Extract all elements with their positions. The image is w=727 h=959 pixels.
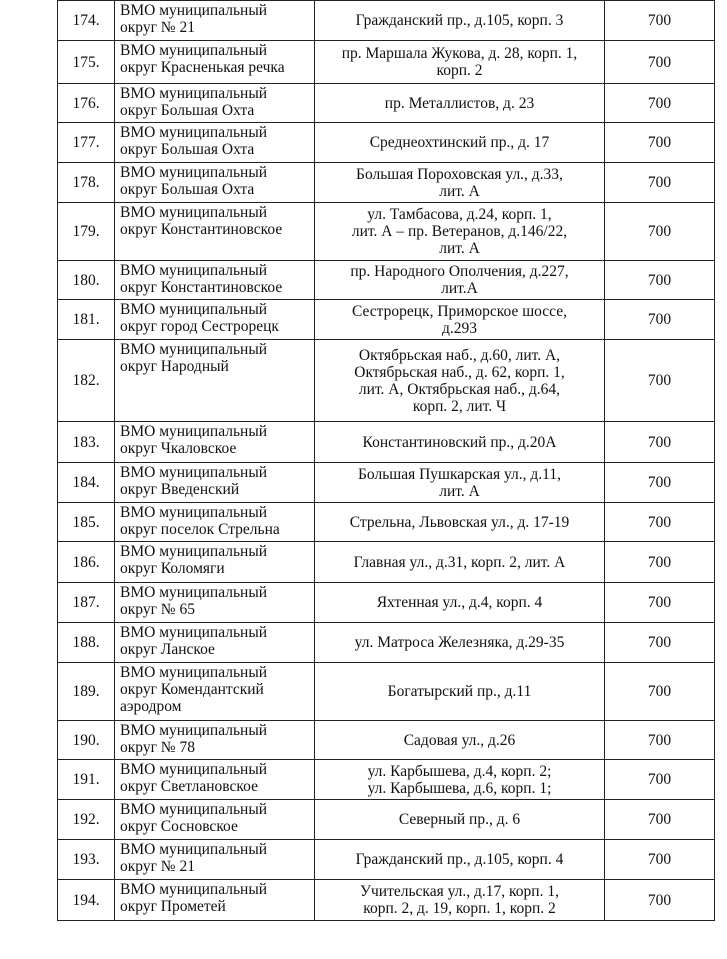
municipality-cell [115, 840, 315, 880]
address-line: пр. Металлистов, д. 23 [384, 94, 535, 112]
capacity-cell: 700 [605, 542, 715, 583]
municipality-cell [115, 340, 315, 422]
address-cell [315, 542, 605, 583]
table-row [58, 84, 715, 123]
municipality-line: округ № 21 [120, 19, 195, 36]
address-cell [315, 880, 605, 921]
municipality-line: округ Прометей [120, 898, 226, 915]
capacity-cell: 700 [605, 203, 715, 261]
municipality-cell [115, 300, 315, 340]
municipality-cell [115, 84, 315, 123]
municipality-line: ВМО муниципальный [120, 504, 268, 521]
capacity-cell: 700 [605, 84, 715, 123]
table-row [58, 300, 715, 340]
row-number: 188. [58, 623, 115, 663]
address-cell [315, 84, 605, 123]
capacity-cell: 700 [605, 261, 715, 300]
municipality-line: округ город Сестрорецк [120, 318, 279, 335]
address-cell [315, 463, 605, 503]
municipality-line: округ Ланское [120, 641, 215, 658]
capacity-cell: 700 [605, 340, 715, 422]
table-body [58, 1, 715, 921]
table-row [58, 422, 715, 463]
address-line: корп. 2, д. 19, корп. 1, корп. 2 [363, 900, 556, 917]
address-line: Сестрорецк, Приморское шоссе, [352, 302, 567, 320]
capacity-cell: 700 [605, 840, 715, 880]
municipality-cell [115, 663, 315, 721]
address-line: лит. А [439, 182, 480, 200]
capacity-cell: 700 [605, 163, 715, 203]
municipality-line: аэродром [120, 698, 182, 715]
municipality-line: округ Константиновское [120, 221, 283, 238]
municipality-cell [115, 583, 315, 623]
municipality-line: ВМО муниципальный [120, 124, 268, 141]
municipality-line: ВМО муниципальный [120, 164, 268, 181]
row-number: 178. [58, 163, 115, 203]
address-line: Константиновский пр., д.20А [362, 433, 557, 451]
address-line: Октябрьская наб., д. 62, корп. 1, [354, 363, 565, 381]
table-row [58, 663, 715, 721]
address-cell [315, 663, 605, 721]
municipality-line: ВМО муниципальный [120, 543, 268, 560]
municipality-line: округ Константиновское [120, 279, 283, 296]
municipality-line: округ № 78 [120, 739, 195, 756]
address-line: корп. 2 [436, 62, 483, 79]
row-number: 174. [58, 1, 115, 41]
table-row [58, 203, 715, 261]
table-row [58, 123, 715, 163]
municipality-line: ВМО муниципальный [120, 722, 268, 739]
address-line: ул. Карбышева, д.6, корп. 1; [367, 779, 552, 797]
table-row [58, 721, 715, 760]
address-line: лит.А [441, 280, 478, 297]
capacity-cell: 700 [605, 760, 715, 800]
row-number: 184. [58, 463, 115, 503]
capacity-cell: 700 [605, 41, 715, 84]
table-row [58, 800, 715, 840]
address-cell [315, 261, 605, 300]
capacity-cell: 700 [605, 123, 715, 163]
municipality-line: ВМО муниципальный [120, 664, 268, 681]
address-line: д.293 [441, 319, 477, 337]
table-row [58, 1, 715, 41]
municipality-line: ВМО муниципальный [120, 204, 268, 221]
address-line: Стрельна, Львовская ул., д. 17-19 [349, 513, 570, 531]
municipality-cell [115, 880, 315, 921]
municipality-line: округ Светлановское [120, 778, 258, 795]
address-line: Северный пр., д. 6 [398, 811, 521, 828]
address-cell [315, 840, 605, 880]
address-line: Главная ул., д.31, корп. 2, лит. А [353, 553, 566, 571]
municipality-line: округ Большая Охта [120, 141, 255, 158]
table-row [58, 340, 715, 422]
municipality-line: округ Введенский [120, 481, 240, 498]
row-number: 186. [58, 542, 115, 583]
capacity-cell: 700 [605, 463, 715, 503]
address-line: ул. Тамбасова, д.24, корп. 1, [367, 206, 552, 223]
address-line: Яхтенная ул., д.4, корп. 4 [376, 594, 543, 611]
address-line: ул. Матроса Железняка, д.29-35 [354, 634, 565, 651]
capacity-cell: 700 [605, 880, 715, 921]
table-row [58, 760, 715, 800]
row-number: 182. [58, 340, 115, 422]
municipality-line: ВМО муниципальный [120, 841, 268, 858]
municipality-cell [115, 800, 315, 840]
municipality-line: округ Народный [120, 358, 229, 375]
address-cell [315, 503, 605, 542]
capacity-cell: 700 [605, 583, 715, 623]
municipality-cell [115, 422, 315, 463]
municipality-line: ВМО муниципальный [120, 2, 268, 19]
municipality-cell [115, 203, 315, 261]
table-row [58, 41, 715, 84]
address-cell [315, 203, 605, 261]
address-line: Гражданский пр., д.105, корп. 3 [355, 12, 564, 29]
municipality-cell [115, 41, 315, 84]
municipality-line: округ поселок Стрельна [120, 521, 280, 538]
capacity-cell: 700 [605, 1, 715, 41]
table-row [58, 623, 715, 663]
capacity-cell: 700 [605, 623, 715, 663]
capacity-cell: 700 [605, 800, 715, 840]
address-line: лит. А, Октябрьская наб., д.64, [358, 380, 561, 398]
municipality-line: ВМО муниципальный [120, 761, 268, 778]
row-number: 193. [58, 840, 115, 880]
row-number: 190. [58, 721, 115, 760]
row-number: 179. [58, 203, 115, 261]
capacity-cell: 700 [605, 721, 715, 760]
capacity-cell: 700 [605, 422, 715, 463]
address-line: Большая Пороховская ул., д.33, [356, 165, 563, 183]
row-number: 187. [58, 583, 115, 623]
address-cell [315, 583, 605, 623]
row-number: 176. [58, 84, 115, 123]
table-row [58, 880, 715, 921]
address-line: ул. Карбышева, д.4, корп. 2; [367, 762, 552, 780]
row-number: 175. [58, 41, 115, 84]
row-number: 181. [58, 300, 115, 340]
municipality-line: округ № 21 [120, 858, 195, 875]
municipality-line: округ № 65 [120, 601, 195, 618]
address-line: Октябрьская наб., д.60, лит. А, [358, 346, 561, 364]
municipality-cell [115, 721, 315, 760]
address-cell [315, 800, 605, 840]
address-cell [315, 41, 605, 84]
address-line: лит. А [439, 482, 480, 500]
municipality-line: ВМО муниципальный [120, 262, 268, 279]
municipality-cell [115, 503, 315, 542]
table-row [58, 583, 715, 623]
table-row [58, 163, 715, 203]
municipality-cell [115, 261, 315, 300]
address-line: пр. Народного Ополчения, д.227, [350, 263, 569, 280]
municipality-line: ВМО муниципальный [120, 423, 268, 440]
row-number: 180. [58, 261, 115, 300]
municipality-cell [115, 1, 315, 41]
municipality-cell [115, 163, 315, 203]
address-cell [315, 123, 605, 163]
municipality-line: ВМО муниципальный [120, 584, 268, 601]
address-cell [315, 300, 605, 340]
row-number: 185. [58, 503, 115, 542]
municipality-line: ВМО муниципальный [120, 801, 268, 818]
table-row [58, 503, 715, 542]
address-line: корп. 2, лит. Ч [412, 397, 507, 415]
municipality-line: округ Комендантский [120, 681, 264, 698]
municipality-line: округ Большая Охта [120, 181, 255, 198]
address-cell [315, 760, 605, 800]
capacity-cell: 700 [605, 503, 715, 542]
row-number: 192. [58, 800, 115, 840]
municipality-line: ВМО муниципальный [120, 624, 268, 641]
address-line: Богатырский пр., д.11 [387, 683, 532, 700]
address-cell [315, 340, 605, 422]
address-line: Учительская ул., д.17, корп. 1, [360, 883, 559, 900]
capacity-cell: 700 [605, 663, 715, 721]
municipality-cell [115, 463, 315, 503]
address-cell [315, 721, 605, 760]
municipality-cell [115, 123, 315, 163]
row-number: 177. [58, 123, 115, 163]
row-number: 183. [58, 422, 115, 463]
address-line: пр. Маршала Жукова, д. 28, корп. 1, [341, 45, 578, 62]
table-row [58, 542, 715, 583]
municipality-line: округ Коломяги [120, 560, 225, 577]
address-line: Садовая ул., д.26 [403, 731, 516, 749]
municipality-line: ВМО муниципальный [120, 464, 268, 481]
polling-stations-table [57, 0, 715, 921]
address-cell [315, 1, 605, 41]
row-number: 189. [58, 663, 115, 721]
table-row [58, 261, 715, 300]
municipality-line: ВМО муниципальный [120, 881, 268, 898]
address-cell [315, 422, 605, 463]
municipality-line: ВМО муниципальный [120, 301, 268, 318]
address-line: лит. А – пр. Ветеранов, д.146/22, [351, 223, 568, 240]
address-line: Большая Пушкарская ул., д.11, [358, 465, 561, 483]
table-row [58, 463, 715, 503]
address-line: лит. А [439, 240, 480, 257]
address-cell [315, 163, 605, 203]
address-line: Среднеохтинский пр., д. 17 [369, 134, 550, 151]
municipality-cell [115, 623, 315, 663]
municipality-line: округ Чкаловское [120, 440, 237, 457]
municipality-line: ВМО муниципальный [120, 341, 268, 358]
municipality-cell [115, 542, 315, 583]
municipality-line: округ Большая Охта [120, 102, 255, 119]
municipality-cell [115, 760, 315, 800]
table-row [58, 840, 715, 880]
row-number: 194. [58, 880, 115, 921]
capacity-cell: 700 [605, 300, 715, 340]
municipality-line: ВМО муниципальный [120, 42, 268, 59]
municipality-line: ВМО муниципальный [120, 85, 268, 102]
address-line: Гражданский пр., д.105, корп. 4 [355, 851, 564, 868]
municipality-line: округ Сосновское [120, 818, 238, 835]
row-number: 191. [58, 760, 115, 800]
address-cell [315, 623, 605, 663]
municipality-line: округ Красненькая речка [120, 59, 285, 76]
